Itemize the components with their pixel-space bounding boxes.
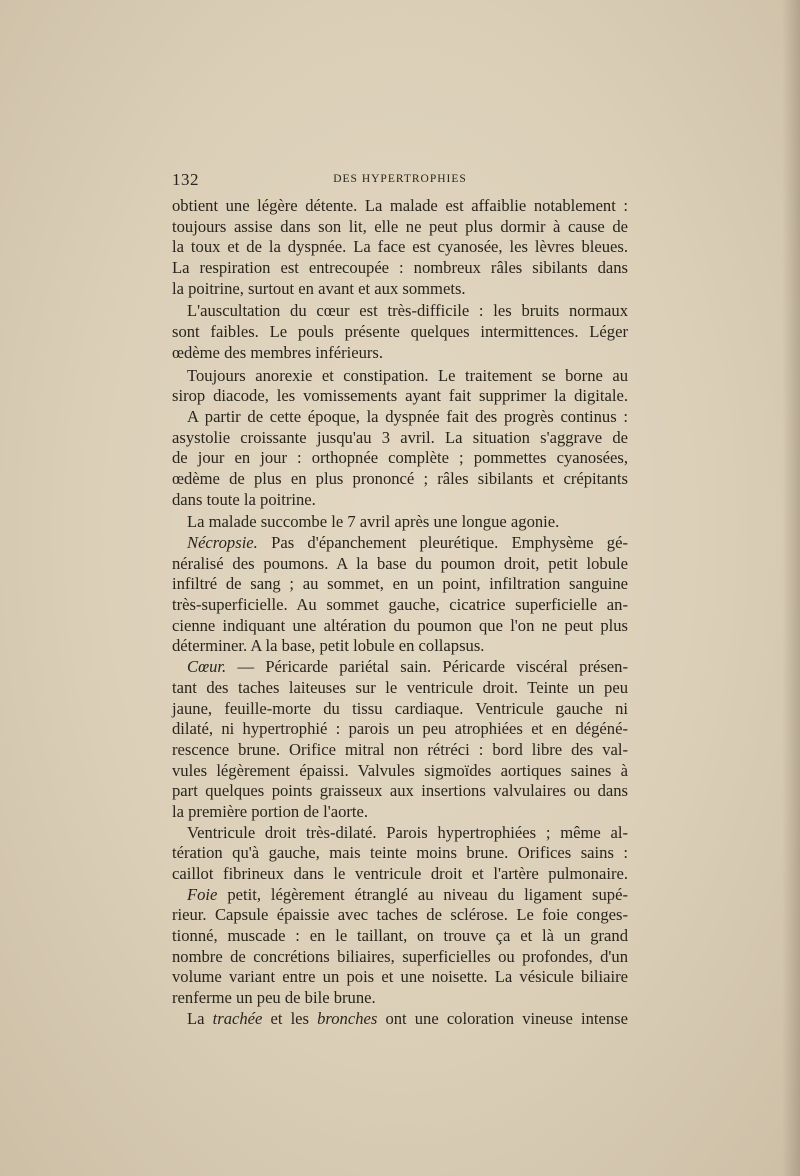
text-segment: ont une coloration vineuse intense — [385, 1008, 628, 1028]
text-line: dilaté, ni hypertrophié : parois un peu atrophiées et en dégéné- — [172, 719, 628, 739]
text-segment: et les — [270, 1008, 310, 1028]
text-line — [172, 657, 628, 678]
text-line: Toujours anorexie et constipation. Le traitement se borne au — [187, 365, 628, 385]
term-bronches: bronches — [317, 1008, 378, 1028]
text-segment: Pas d'épanchement pleurétique. Emphysème gé- — [271, 533, 628, 552]
heading-necropsie: Nécropsie. — [187, 533, 258, 552]
text-line: déterminer. A la base, petit lobule en collapsus. — [172, 636, 485, 656]
running-title: DES HYPERTROPHIES — [333, 173, 467, 185]
text-line: A partir de cette époque, la dyspnée fait des progrès continus : — [187, 406, 628, 426]
text-line: cienne indiquant une altération du poumon que l'on ne peut plus — [172, 615, 628, 635]
text-segment: petit, légèrement étranglé au niveau du ligament supé- — [227, 884, 628, 904]
text-line: Ventricule droit très-dilaté. Parois hypertrophiées ; même al- — [187, 822, 628, 842]
text-line: volume variant entre un pois et une noisette. La vésicule biliaire — [172, 967, 628, 987]
text-line: sirop diacode, les vomissements ayant fait supprimer la digitale. — [172, 386, 628, 406]
text-line: obtient une légère détente. La malade est affaiblie notablement : — [172, 196, 628, 215]
text-line: tant des taches laiteuses sur le ventricule droit. Teinte un peu — [172, 677, 628, 697]
page-number: 132 — [172, 170, 199, 189]
text-line: L'auscultation du cœur est très-difficile : les bruits normaux — [187, 301, 628, 321]
text-line: néralisé des poumons. A la base du poumon droit, petit lobule — [172, 553, 628, 573]
term-trachee: trachée — [212, 1008, 263, 1028]
text-line: La malade succombe le 7 avril après une longue agonie. — [187, 512, 560, 532]
text-line: vules légèrement épaissi. Valvules sigmoïdes aortiques saines à — [172, 760, 628, 780]
text-line: œdème des membres inférieurs. — [172, 342, 384, 362]
text-line: rieur. Capsule épaissie avec taches de sclérose. Le foie conges- — [172, 905, 628, 925]
text-line: rescence brune. Orifice mitral non rétréci : bord libre des val- — [172, 739, 628, 759]
page-edge-shadow — [782, 0, 800, 1176]
body-text — [172, 196, 628, 1030]
text-line: renferme un peu de bile brune. — [172, 988, 376, 1008]
heading-foie: Foie — [187, 884, 218, 904]
text-line: sont faibles. Le pouls présente quelques intermittences. Léger — [172, 322, 628, 342]
text-line: tionné, muscade : en le taillant, on trouve ça et là un grand — [172, 926, 628, 946]
text-line: dans toute la poitrine. — [172, 489, 316, 509]
text-line: toujours assise dans son lit, elle ne peut plus dormir à cause de — [172, 216, 628, 236]
text-segment: La — [187, 1008, 205, 1028]
text-line: asystolie croissante jusqu'au 3 avril. La situation s'aggrave de — [172, 427, 628, 447]
text-line: nombre de concrétions biliaires, superficielles ou profondes, d'un — [172, 946, 628, 966]
text-line: la première portion de l'aorte. — [172, 801, 369, 821]
text-line — [172, 885, 628, 906]
text-line: œdème de plus en plus prononcé ; râles sibilants et crépitants — [172, 468, 628, 488]
text-line — [172, 533, 628, 554]
text-line: infiltré de sang ; au sommet, en un point, infiltration sanguine — [172, 574, 628, 594]
text-line — [172, 1009, 628, 1030]
text-line: La respiration est entrecoupée : nombreux râles sibilants dans — [172, 258, 628, 278]
text-line: part quelques points graisseux aux insertions valvulaires ou dans — [172, 781, 628, 801]
text-line: jaune, feuille-morte du tissu cardiaque. Ventricule gauche ni — [172, 698, 628, 718]
text-line: caillot fibrineux dans le ventricule droit et l'artère pulmonaire. — [172, 864, 628, 883]
text-line: la toux et de la dyspnée. La face est cyanosée, les lèvres bleues. — [172, 237, 628, 257]
text-line: de jour en jour : orthopnée complète ; pommettes cyanosées, — [172, 448, 628, 468]
heading-coeur: Cœur. — [187, 657, 227, 677]
text-line: la poitrine, surtout en avant et aux sommets. — [172, 278, 466, 298]
text-line: très-superficielle. Au sommet gauche, cicatrice superficielle an- — [172, 595, 628, 615]
page-header — [172, 170, 628, 192]
text-line: tération qu'à gauche, mais teinte moins brune. Orifices sains : — [172, 843, 628, 863]
text-segment: — Péricarde pariétal sain. Péricarde viscéral présen- — [237, 657, 628, 677]
